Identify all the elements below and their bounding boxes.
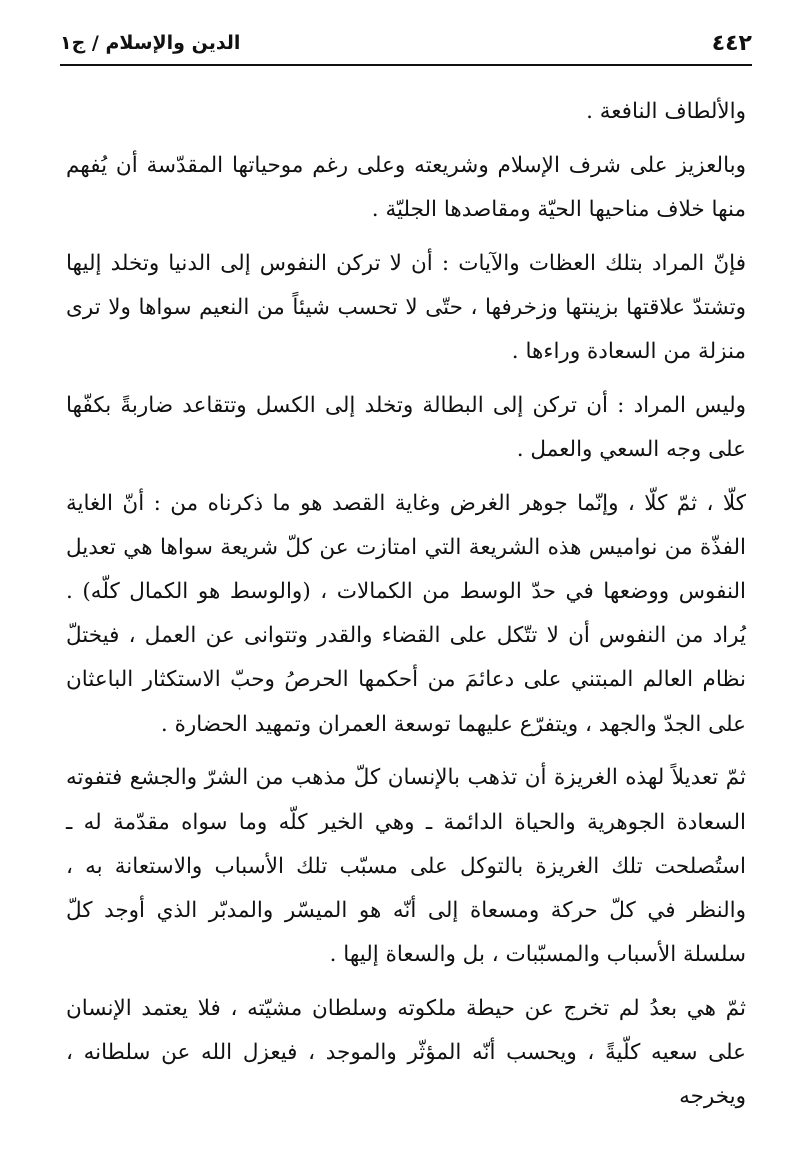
paragraph: وليس المراد : أن تركن إلى البطالة وتخلد إلى الكسل وتتقاعد ضاربةً بكفّها على وجه السعي والعمل .	[66, 392, 746, 462]
page-number: ٤٤٢	[711, 30, 752, 56]
paragraph: كلّا ، ثمّ كلّا ، وإنّما جوهر الغرض وغاية القصد هو ما ذكرناه من : أنّ الغاية الفذّة من نواميس هذه الشريعة التي امتازت عن كلّ شريعة سواها هي تعديل النفوس ووضعها في حدّ الوسط من الكمالات ، (والوسط هو الكمال كلّه) . يُراد من النفوس أن لا تتّكل على القضاء والقدر وتتوانى عن العمل ، فيختلّ نظام العالم المبتني على دعائمَ من أحكمها الحرصُ وحبّ الاستكثار الباعثان على الجدّ والجهد ، ويتفرّع عليهما توسعة العمران وتمهيد الحضارة .	[66, 490, 746, 737]
paragraph: وبالعزيز على شرف الإسلام وشريعته وعلى رغم موحياتها المقدّسة أن يُفهم منها خلاف مناحيها الحيّة ومقاصدها الجليّة .	[66, 152, 746, 222]
page-body	[66, 90, 746, 1129]
running-title: الدين والإسلام / ج١	[60, 32, 241, 54]
paragraph: ثمّ تعديلاً لهذه الغريزة أن تذهب بالإنسان كلّ مذهب من الشرّ والجشع فتفوته السعادة الجوهرية والحياة الدائمة ـ وهي الخير كلّه وما سواه مقدّمة له ـ استُصلحت تلك الغريزة بالتوكل على مسبّب تلك الأسباب والاستعانة به ، والنظر في كلّ حركة ومسعاة إلى أنّه هو الميسّر والمدبّر الذي أوجد كلّ سلسلة الأسباب والمسبّبات ، بل والسعاة إليها .	[66, 765, 746, 968]
paragraph: ثمّ هي بعدُ لم تخرج عن حيطة ملكوته وسلطان مشيّته ، فلا يعتمد الإنسان على سعيه كلّيةً ، ويحسب أنّه المؤثّر والموجد ، فيعزل الله عن سلطانه ، ويخرجه	[66, 995, 746, 1110]
paragraph: فإنّ المراد بتلك العظات والآيات : أن لا تركن النفوس إلى الدنيا وتخلد إليها وتشتدّ علاقتها بزينتها وزخرفها ، حتّى لا تحسب شيئاً من النعيم سواها ولا ترى منزلة من السعادة وراءها .	[66, 250, 746, 365]
page-header	[60, 26, 752, 60]
header-rule	[60, 64, 752, 66]
paragraph: والألطاف النافعة .	[586, 99, 746, 124]
